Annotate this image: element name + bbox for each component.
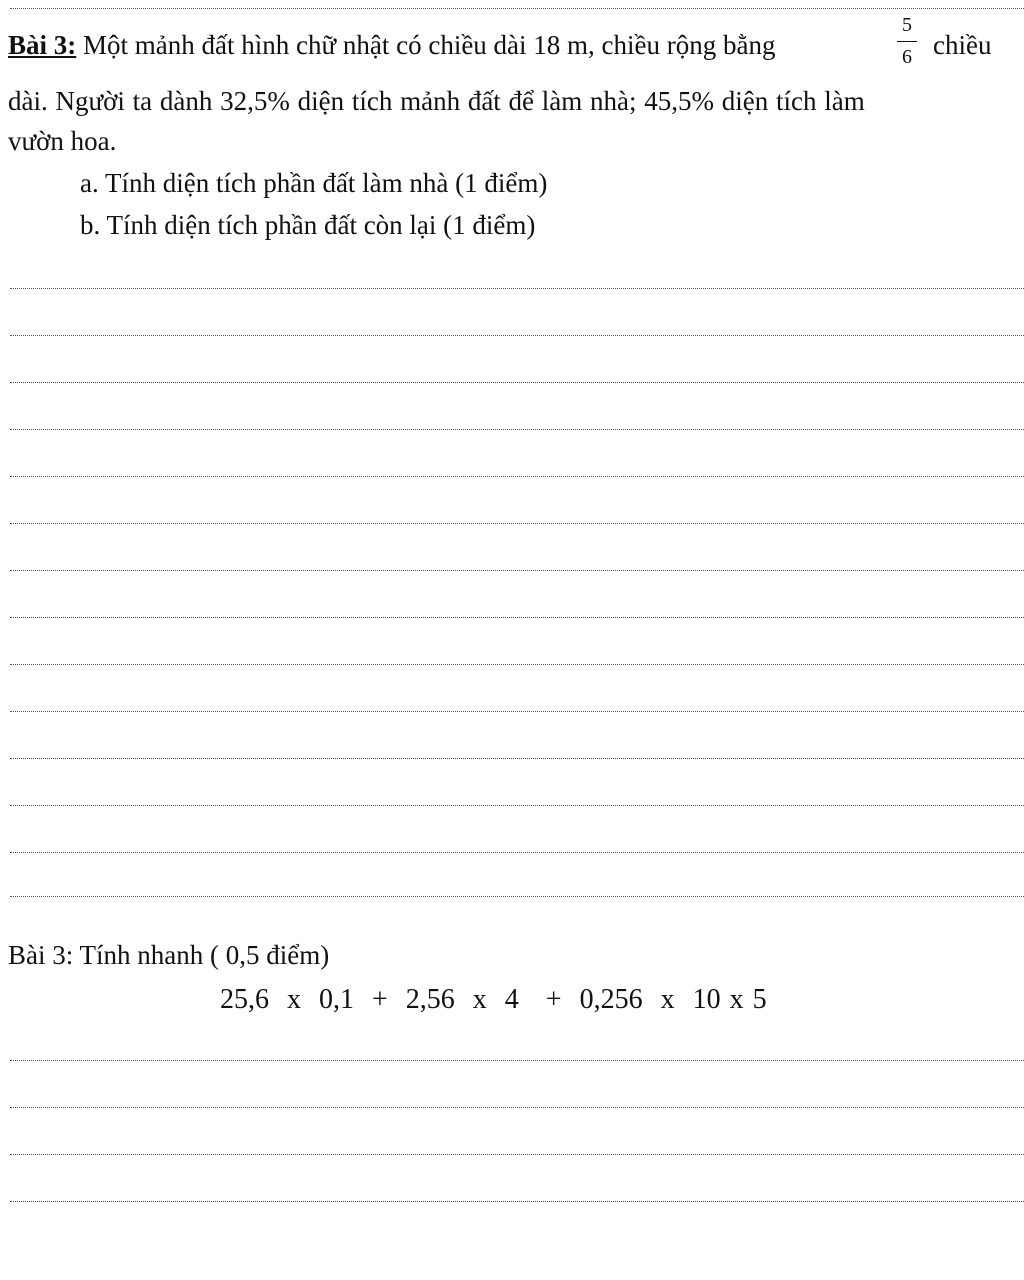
answer-line [10,570,1024,571]
answer-line [10,711,1024,712]
answer-line [10,1060,1024,1061]
problem-1-text: Một mảnh đất hình chữ nhật có chiều dài 18 m, chiều rộng bằng [83,30,776,60]
answer-line [10,476,1024,477]
answer-line [10,523,1024,524]
fraction-denominator: 6 [902,46,912,68]
answer-line [10,335,1024,336]
problem-2-expression: 25,6 x 0,1 + 2,56 x 4 + 0,256 x 10 x 5 [220,984,767,1015]
problem-2-heading: Bài 3: Tính nhanh ( 0,5 điểm) [8,940,330,970]
problem-1-part-a: a. Tính diện tích phần đất làm nhà (1 điểm) [80,168,548,198]
problem-1-line-1 [8,30,775,61]
answer-line [10,805,1024,806]
answer-line [10,896,1024,897]
problem-1-part-b: b. Tính diện tích phần đất còn lại (1 điểm) [80,210,536,240]
answer-line [10,288,1024,289]
problem-1-line-3: vườn hoa. [8,126,117,156]
answer-line [10,1154,1024,1155]
problem-1-label: Bài 3: [8,30,77,60]
fraction-bar [897,41,917,42]
fraction-numerator: 5 [902,14,912,36]
answer-line [10,852,1024,853]
answer-line [10,758,1024,759]
answer-line [10,617,1024,618]
answer-line [10,429,1024,430]
answer-line [10,1107,1024,1108]
answer-line [10,1201,1024,1202]
answer-line [10,664,1024,665]
problem-1-line-1-end: chiều [933,30,992,60]
problem-1-line-2: dài. Người ta dành 32,5% diện tích mảnh đất để làm nhà; 45,5% diện tích làm [8,86,865,116]
answer-line [10,382,1024,383]
answer-line [10,8,1024,9]
